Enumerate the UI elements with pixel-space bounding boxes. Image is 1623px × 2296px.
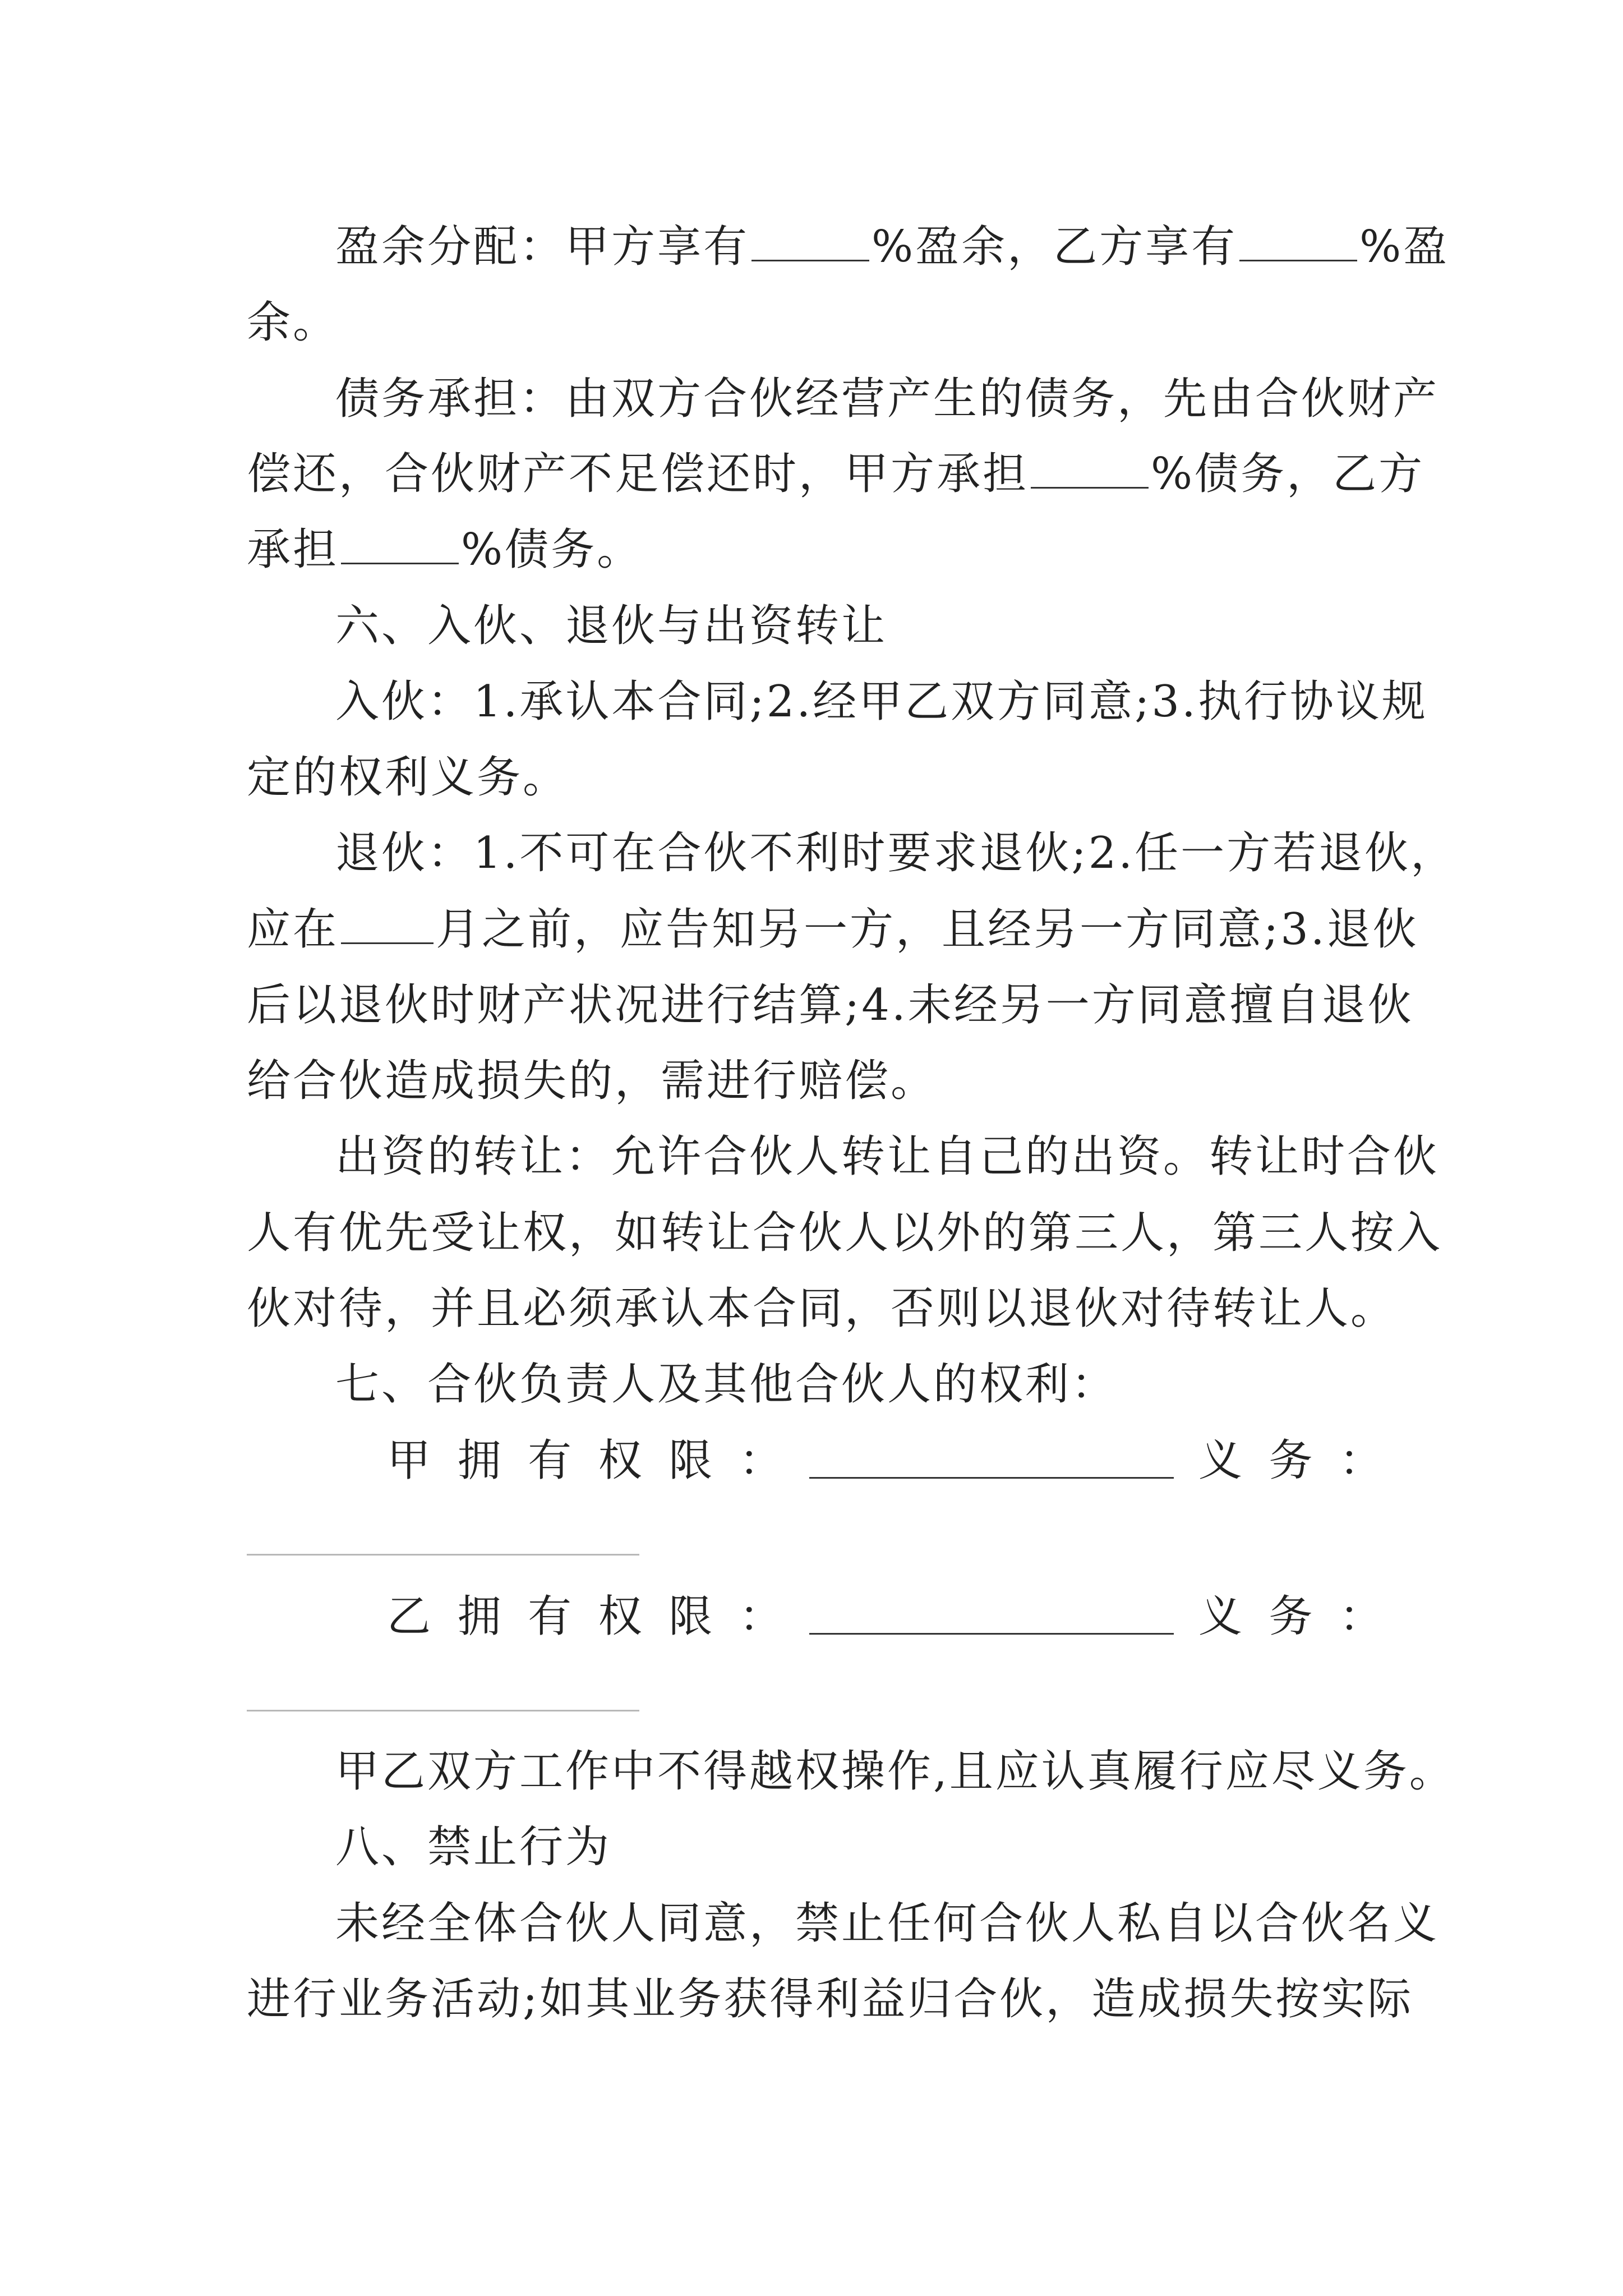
text-run: %盈余，乙方享有 (872, 222, 1238, 272)
text-char: 拥 (457, 1591, 504, 1642)
paragraph-line: 进行业务活动;如其业务获得利益归合伙，造成损失按实际 (247, 1974, 1414, 2024)
text-char: 有 (528, 1435, 574, 1486)
fill-in-blank[interactable] (1239, 226, 1357, 261)
text-run: %债务。 (461, 524, 643, 575)
paragraph-line: 给合伙造成损失的，需进行赔偿。 (247, 1056, 937, 1106)
text-char: 务 (1269, 1591, 1315, 1642)
text-run: 承担 (247, 524, 339, 575)
party-a-rights-line (387, 1434, 1385, 1488)
text-char: 义 (1198, 1435, 1244, 1486)
fill-in-blank[interactable] (751, 226, 869, 261)
duties-fill-in-line[interactable] (247, 1554, 639, 1556)
text-char: 权 (598, 1435, 644, 1486)
text-run: 月之前，应告知另一方，且经另一方同意;3.退伙 (436, 904, 1419, 955)
fill-in-blank[interactable] (1031, 453, 1149, 489)
party-b-rights-line (387, 1590, 1385, 1644)
text-char: 拥 (457, 1435, 504, 1486)
rights-fill-in-line[interactable] (809, 1599, 1174, 1635)
text-char: 务 (1269, 1435, 1315, 1486)
text-char: ： (739, 1435, 785, 1486)
text-run: 应在 (247, 904, 339, 955)
text-char: 义 (1198, 1591, 1244, 1642)
text-char: 权 (598, 1591, 644, 1642)
paragraph-line: 余。 (247, 297, 339, 348)
paragraph-line: 退伙：1.不可在合伙不利时要求退伙;2.任一方若退伙， (335, 828, 1457, 878)
text-char: ： (1339, 1591, 1385, 1642)
paragraph-line: 人有优先受让权，如转让合伙人以外的第三人，第三人按入 (247, 1208, 1443, 1258)
rights-fill-in-line[interactable] (809, 1443, 1174, 1479)
text-char: 甲 (387, 1435, 434, 1486)
text-run: %盈 (1359, 222, 1450, 272)
text-char: ： (739, 1591, 785, 1642)
fill-in-blank[interactable] (341, 529, 459, 564)
text-char: 限 (668, 1591, 715, 1642)
paragraph-line (247, 523, 1385, 577)
text-run: 盈余分配：甲方享有 (335, 222, 750, 272)
text-char: 乙 (387, 1591, 434, 1642)
paragraph-line: 未经全体合伙人同意，禁止任何合伙人私自以合伙名义 (335, 1898, 1440, 1949)
text-char: ： (1339, 1435, 1385, 1486)
section-heading: 六、入伙、退伙与出资转让 (335, 601, 888, 651)
paragraph-line (247, 447, 1425, 501)
paragraph-line (247, 903, 1419, 956)
section-heading: 八、禁止行为 (335, 1822, 612, 1872)
text-run: 偿还，合伙财产不足偿还时，甲方承担 (247, 449, 1029, 499)
paragraph-line: 伙对待，并且必须承认本合同，否则以退伙对待转让人。 (247, 1283, 1397, 1334)
text-char: 有 (528, 1591, 574, 1642)
paragraph-line: 入伙：1.承认本合同;2.经甲乙双方同意;3.执行协议规 (335, 677, 1428, 727)
duties-fill-in-line[interactable] (247, 1710, 639, 1711)
paragraph-line: 甲乙双方工作中不得越权操作,且应认真履行应尽义务。 (335, 1746, 1455, 1797)
section-heading: 七、合伙负责人及其他合伙人的权利： (335, 1359, 1118, 1410)
text-char: 限 (668, 1435, 715, 1486)
paragraph-line: 出资的转让：允许合伙人转让自己的出资。转让时合伙 (335, 1131, 1440, 1182)
text-run: %债务，乙方 (1151, 449, 1425, 499)
paragraph-line: 债务承担：由双方合伙经营产生的债务，先由合伙财产 (335, 374, 1440, 424)
paragraph-line: 后以退伙时财产状况进行结算;4.未经另一方同意擅自退伙 (247, 980, 1414, 1030)
paragraph-line (335, 220, 1474, 274)
paragraph-line: 定的权利义务。 (247, 752, 569, 803)
fill-in-blank[interactable] (341, 909, 434, 944)
